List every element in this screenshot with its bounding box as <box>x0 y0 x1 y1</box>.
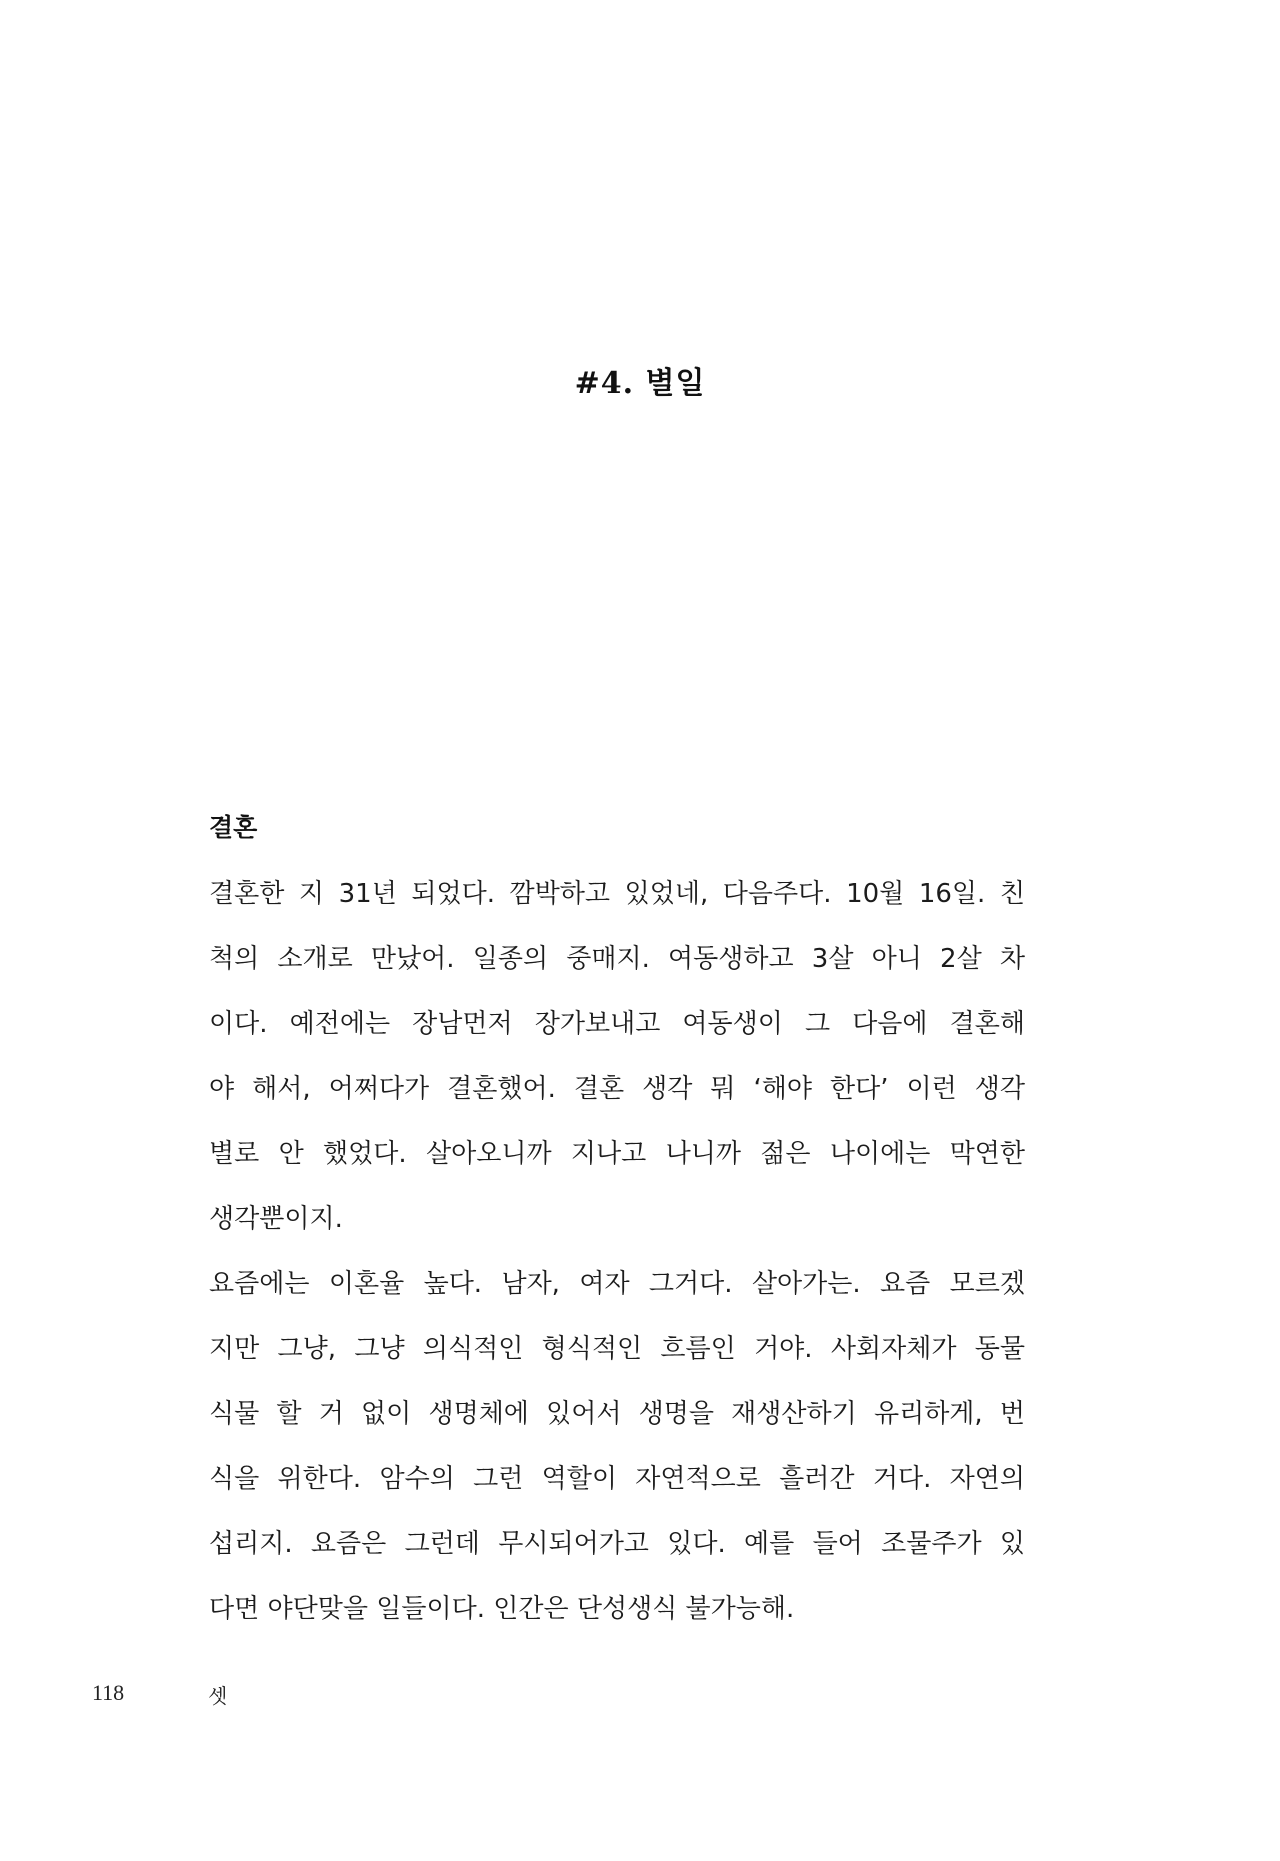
page-footer <box>0 1680 1280 1720</box>
running-head: 셋 <box>208 1684 228 1708</box>
text-line: 이다. 예전에는 장남먼저 장가보내고 여동생이 그 다음에 결혼해 <box>209 1009 1025 1039</box>
text-line: 섭리지. 요즘은 그런데 무시되어가고 있다. 예를 들어 조물주가 있 <box>209 1529 1025 1559</box>
section-body <box>209 808 1025 1642</box>
page-number: 118 <box>92 1680 125 1705</box>
text-line: 식물 할 거 없이 생명체에 있어서 생명을 재생산하기 유리하게, 번 <box>209 1399 1025 1429</box>
paragraph-1 <box>209 862 1025 1252</box>
text-line: 생각뿐이지. <box>209 1204 343 1234</box>
text-line: 요즘에는 이혼율 높다. 남자, 여자 그거다. 살아가는. 요즘 모르겠 <box>209 1269 1025 1299</box>
text-line: 결혼한 지 31년 되었다. 깜박하고 있었네, 다음주다. 10월 16일. 친 <box>209 879 1025 909</box>
section-heading: 결혼 <box>209 813 258 842</box>
text-line: 식을 위한다. 암수의 그런 역할이 자연적으로 흘러간 거다. 자연의 <box>209 1464 1025 1494</box>
text-line: 척의 소개로 만났어. 일종의 중매지. 여동생하고 3살 아니 2살 차 <box>209 944 1025 974</box>
text-line: 지만 그냥, 그냥 의식적인 형식적인 흐름인 거야. 사회자체가 동물 <box>209 1334 1025 1364</box>
chapter-title: #4. 별일 <box>574 366 706 401</box>
text-line: 다면 야단맞을 일들이다. 인간은 단성생식 불가능해. <box>209 1594 795 1624</box>
text-line: 야 해서, 어쩌다가 결혼했어. 결혼 생각 뭐 ‘해야 한다’ 이런 생각 <box>209 1074 1025 1104</box>
text-line: 별로 안 했었다. 살아오니까 지나고 나니까 젊은 나이에는 막연한 <box>209 1139 1025 1169</box>
paragraph-2 <box>209 1252 1025 1642</box>
